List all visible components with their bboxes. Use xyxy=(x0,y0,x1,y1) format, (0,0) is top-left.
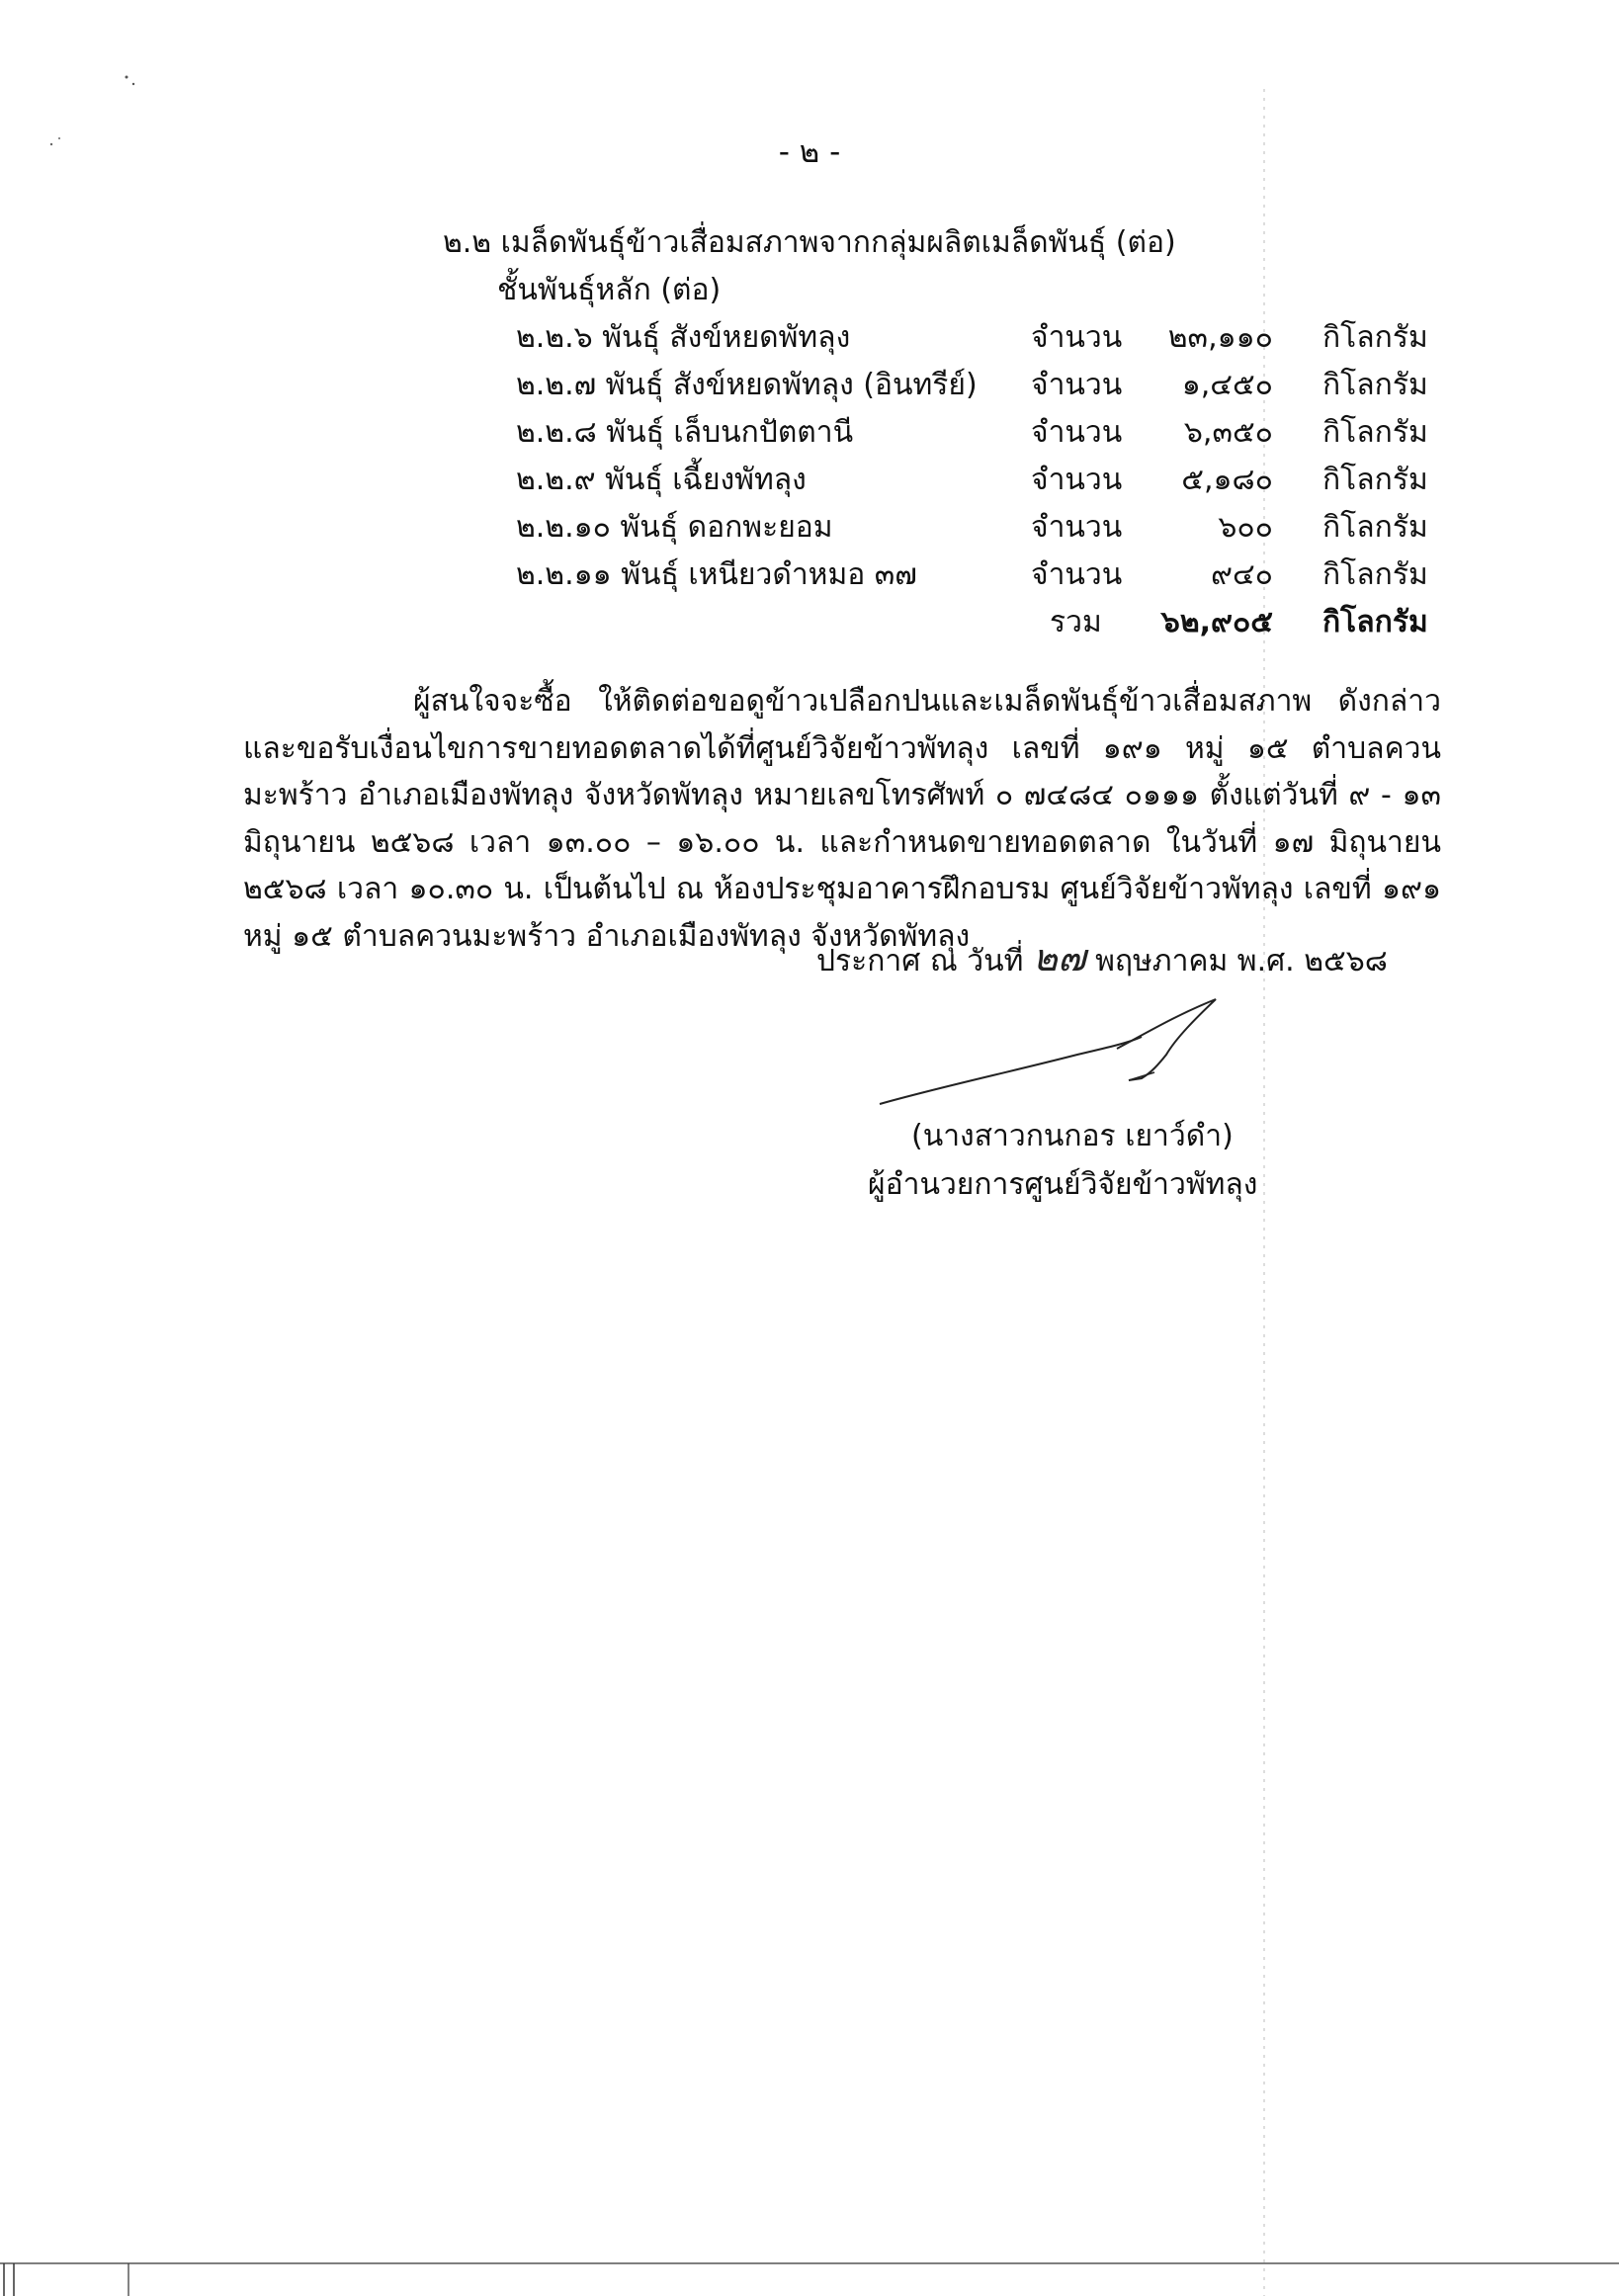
total-label: รวม xyxy=(1050,605,1102,639)
section-title: ๒.๒ เมล็ดพันธุ์ข้าวเสื่อมสภาพจากกลุ่มผลิตเมล็ดพันธุ์ (ต่อ) xyxy=(443,225,1176,260)
list-item xyxy=(0,362,1619,407)
item-quantity: ๖๐๐ xyxy=(1218,510,1273,545)
contact-paragraph: ผู้สนใจจะซื้อ ให้ติดต่อขอดูข้าวเปลือกปนและเมล็ดพันธุ์ข้าวเสื่อมสภาพ ดังกล่าว และขอรับเงื่อนไขการขายทอดตลาดได้ที่ศูนย์วิจัยข้าวพัทลุง เลขที่ ๑๙๑ หมู่ ๑๕ ตำบลควนมะพร้าว อำเภอเมืองพัทลุง จังหวัดพัทลุง หมายเลขโทรศัพท์ ๐ ๗๔๘๔ ๐๑๑๑ ตั้งแต่วันที่ ๙ - ๑๓ มิถุนายน ๒๕๖๘ เวลา ๑๓.๐๐ – ๑๖.๐๐ น. และกำหนดขายทอดตลาด ในวันที่ ๑๗ มิถุนายน ๒๕๖๘ เวลา ๑๐.๓๐ น. เป็นต้นไป ณ ห้องประชุมอาคารฝึกอบรม ศูนย์วิจัยข้าวพัทลุง เลขที่ ๑๙๑ หมู่ ๑๕ ตำบลควนมะพร้าว อำเภอเมืองพัทลุง จังหวัดพัทลุง xyxy=(243,684,1442,954)
item-quantity: ๕,๑๘๐ xyxy=(1181,463,1273,497)
item-unit: กิโลกรัม xyxy=(1322,415,1428,450)
item-quantity: ๒๓,๑๑๐ xyxy=(1167,320,1273,355)
item-name: ๒.๒.๑๑ พันธุ์ เหนียวดำหมอ ๓๗ xyxy=(516,557,917,592)
item-label: จำนวน xyxy=(1031,320,1123,355)
item-quantity: ๖,๓๕๐ xyxy=(1183,415,1273,450)
signatory-name: (นางสาวกนกอร เยาว์ดำ) xyxy=(911,1119,1234,1153)
item-unit: กิโลกรัม xyxy=(1322,320,1428,355)
item-label: จำนวน xyxy=(1031,368,1123,402)
item-unit: กิโลกรัม xyxy=(1322,463,1428,497)
list-item xyxy=(0,409,1619,455)
item-label: จำนวน xyxy=(1031,463,1123,497)
item-name: ๒.๒.๑๐ พันธุ์ ดอกพะยอม xyxy=(516,510,833,545)
item-unit: กิโลกรัม xyxy=(1322,557,1428,592)
list-item xyxy=(0,457,1619,502)
item-name: ๒.๒.๗ พันธุ์ สังข์หยดพัทลุง (อินทรีย์) xyxy=(516,368,978,402)
total-quantity: ๖๒,๙๐๕ xyxy=(1160,605,1273,639)
item-quantity: ๙๔๐ xyxy=(1211,557,1273,592)
item-label: จำนวน xyxy=(1031,510,1123,545)
item-unit: กิโลกรัม xyxy=(1322,510,1428,545)
item-label: จำนวน xyxy=(1031,415,1123,450)
list-item xyxy=(0,314,1619,360)
signatory-position: ผู้อำนวยการศูนย์วิจัยข้าวพัทลุง xyxy=(868,1167,1258,1202)
date-suffix: พฤษภาคม พ.ศ. ๒๕๖๘ xyxy=(1095,944,1388,978)
item-name: ๒.๒.๘ พันธุ์ เล็บนกปัตตานี xyxy=(516,415,854,450)
item-label: จำนวน xyxy=(1031,557,1123,592)
total-row xyxy=(0,599,1619,644)
announcement-date xyxy=(816,927,1388,987)
handwritten-day: ๒๗ xyxy=(1032,936,1086,979)
total-unit: กิโลกรัม xyxy=(1322,605,1428,639)
page-number: - ๒ - xyxy=(778,134,841,170)
handwritten-signature xyxy=(870,993,1245,1112)
list-item xyxy=(0,504,1619,550)
date-prefix: ประกาศ ณ วันที่ xyxy=(816,944,1024,978)
item-unit: กิโลกรัม xyxy=(1322,368,1428,402)
item-name: ๒.๒.๖ พันธุ์ สังข์หยดพัทลุง xyxy=(516,320,851,355)
item-quantity: ๑,๔๕๐ xyxy=(1181,368,1273,402)
item-name: ๒.๒.๙ พันธุ์ เฉี้ยงพัทลุง xyxy=(516,463,807,497)
list-item xyxy=(0,552,1619,597)
subheading: ชั้นพันธุ์หลัก (ต่อ) xyxy=(497,273,722,307)
